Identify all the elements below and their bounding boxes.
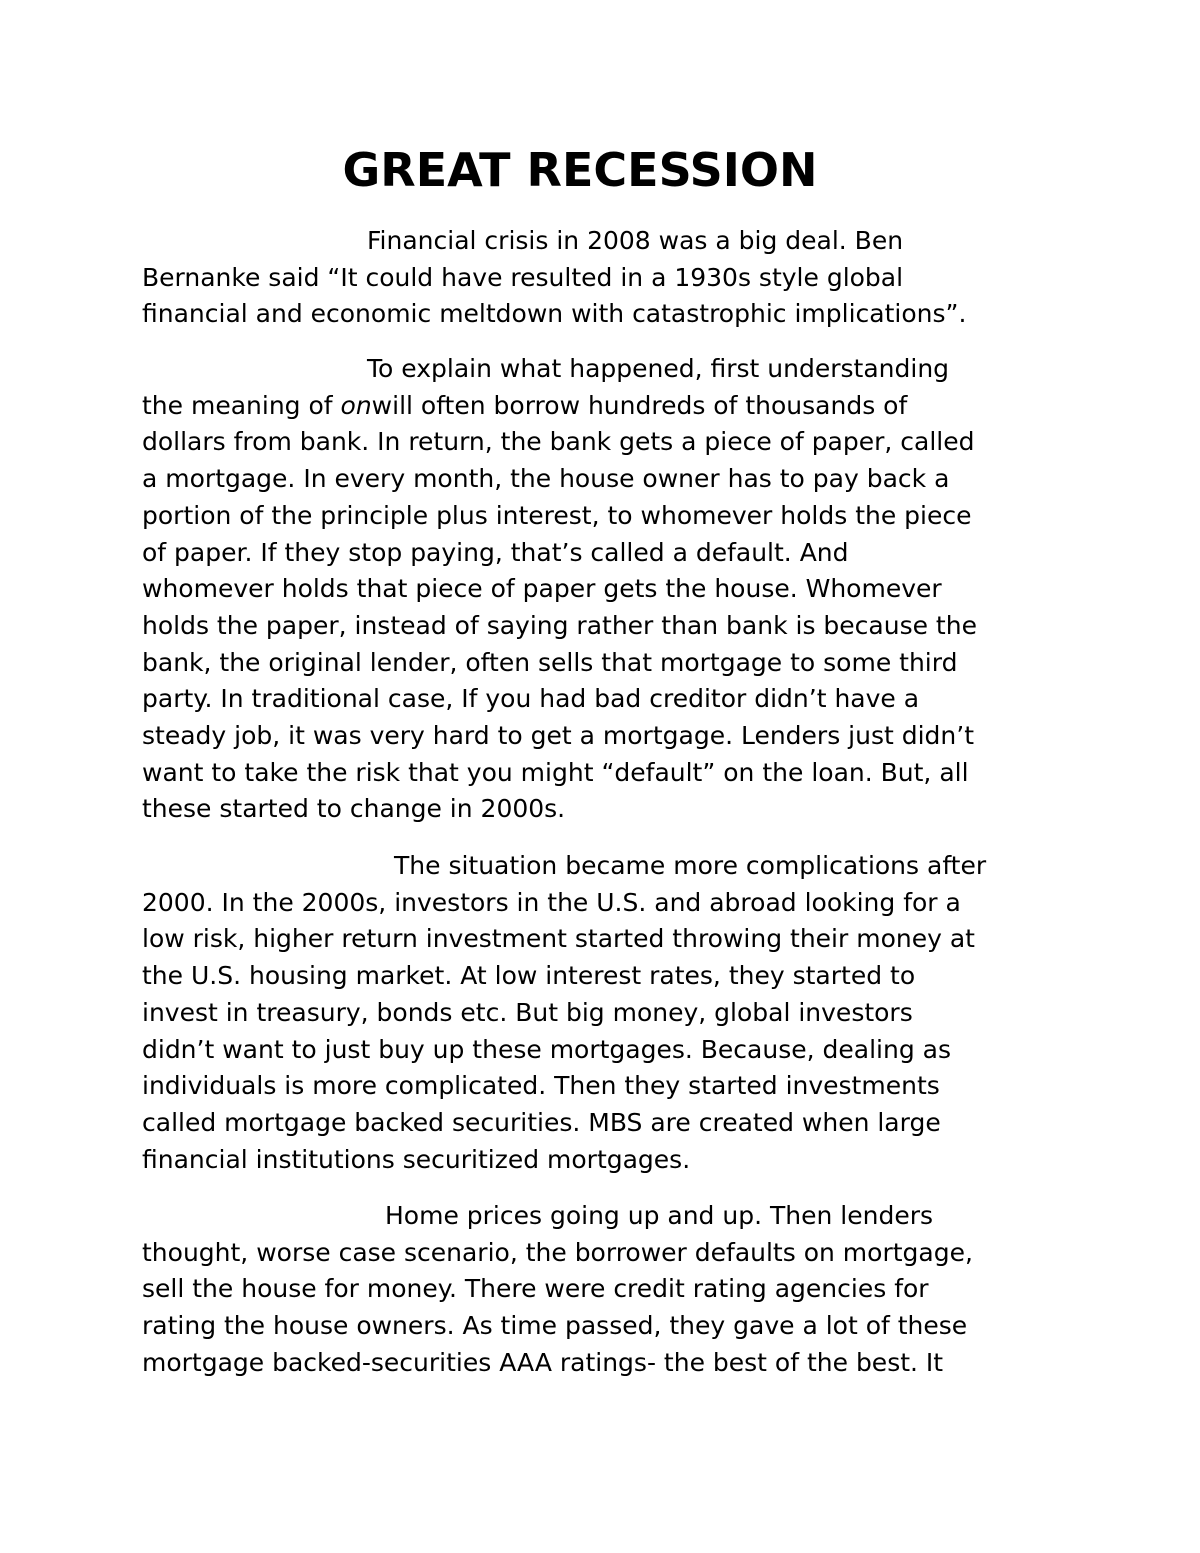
paragraph-3-line-3: low risk, higher return investment started throwing their money at — [142, 924, 975, 954]
paragraph-3-line-9: financial institutions securitized mortgages. — [142, 1144, 691, 1174]
paragraph-4-line-2: thought, worse case scenario, the borrower defaults on mortgage, — [142, 1237, 973, 1267]
paragraph-2-line-13: these started to change in 2000s. — [142, 794, 566, 824]
paragraph-3-line-5: invest in treasury, bonds etc. But big money, global investors — [142, 997, 913, 1027]
paragraph-3-line-8: called mortgage backed securities. MBS are created when large — [142, 1107, 941, 1137]
paragraph-4-line-5: mortgage backed-securities AAA ratings- the best of the best. It — [142, 1347, 944, 1377]
italic-on-word: on — [340, 390, 372, 420]
paragraph-3-line-2: 2000. In the 2000s, investors in the U.S. and abroad looking for a — [142, 887, 961, 917]
paragraph-2-line-12: want to take the risk that you might “default” on the loan. But, all — [142, 757, 969, 787]
paragraph-4-line-1: Home prices going up and up. Then lenders — [385, 1201, 933, 1230]
paragraph-1-line-3: financial and economic meltdown with catastrophic implications”. — [142, 299, 967, 329]
paragraph-3-line-6: didn’t want to just buy up these mortgages. Because, dealing as — [142, 1034, 951, 1064]
paragraph-2-line-4: a mortgage. In every month, the house owner has to pay back a — [142, 464, 950, 494]
paragraph-2-line-9: bank, the original lender, often sells that mortgage to some third — [142, 647, 958, 677]
paragraph-3-line-7: individuals is more complicated. Then they started investments — [142, 1071, 940, 1101]
paragraph-2-line-11: steady job, it was very hard to get a mortgage. Lenders just didn’t — [142, 721, 975, 751]
document-title: GREAT RECESSION — [342, 143, 818, 197]
paragraph-3-line-1: The situation became more complications after — [394, 851, 987, 880]
paragraph-2-line-6: of paper. If they stop paying, that’s called a default. And — [142, 537, 849, 567]
paragraph-3 — [142, 848, 1072, 1178]
paragraph-2-line-1: To explain what happened, first understanding — [367, 354, 950, 383]
paragraph-1-line-1: Financial crisis in 2008 was a big deal. Ben — [367, 226, 904, 255]
paragraph-4-line-3: sell the house for money. There were credit rating agencies for — [142, 1274, 929, 1304]
paragraph-2-line-3: dollars from bank. In return, the bank gets a piece of paper, called — [142, 427, 975, 457]
paragraph-2-line-10: party. In traditional case, If you had bad creditor didn’t have a — [142, 684, 920, 714]
paragraph-2 — [142, 351, 1072, 828]
paragraph-3-line-4: the U.S. housing market. At low interest rates, they started to — [142, 961, 916, 991]
paragraph-2-line-8: holds the paper, instead of saying rather than bank is because the — [142, 610, 977, 640]
paragraph-4 — [142, 1198, 1072, 1382]
paragraph-1-line-2: Bernanke said “It could have resulted in a 1930s style global — [142, 262, 904, 292]
paragraph-2-line-2: the meaning of onwill often borrow hundreds of thousands of — [142, 390, 908, 420]
paragraph-1 — [142, 223, 1072, 333]
paragraph-4-line-4: rating the house owners. As time passed, they gave a lot of these — [142, 1311, 968, 1341]
paragraph-2-line-7: whomever holds that piece of paper gets the house. Whomever — [142, 574, 942, 604]
paragraph-2-line-5: portion of the principle plus interest, to whomever holds the piece — [142, 500, 972, 530]
